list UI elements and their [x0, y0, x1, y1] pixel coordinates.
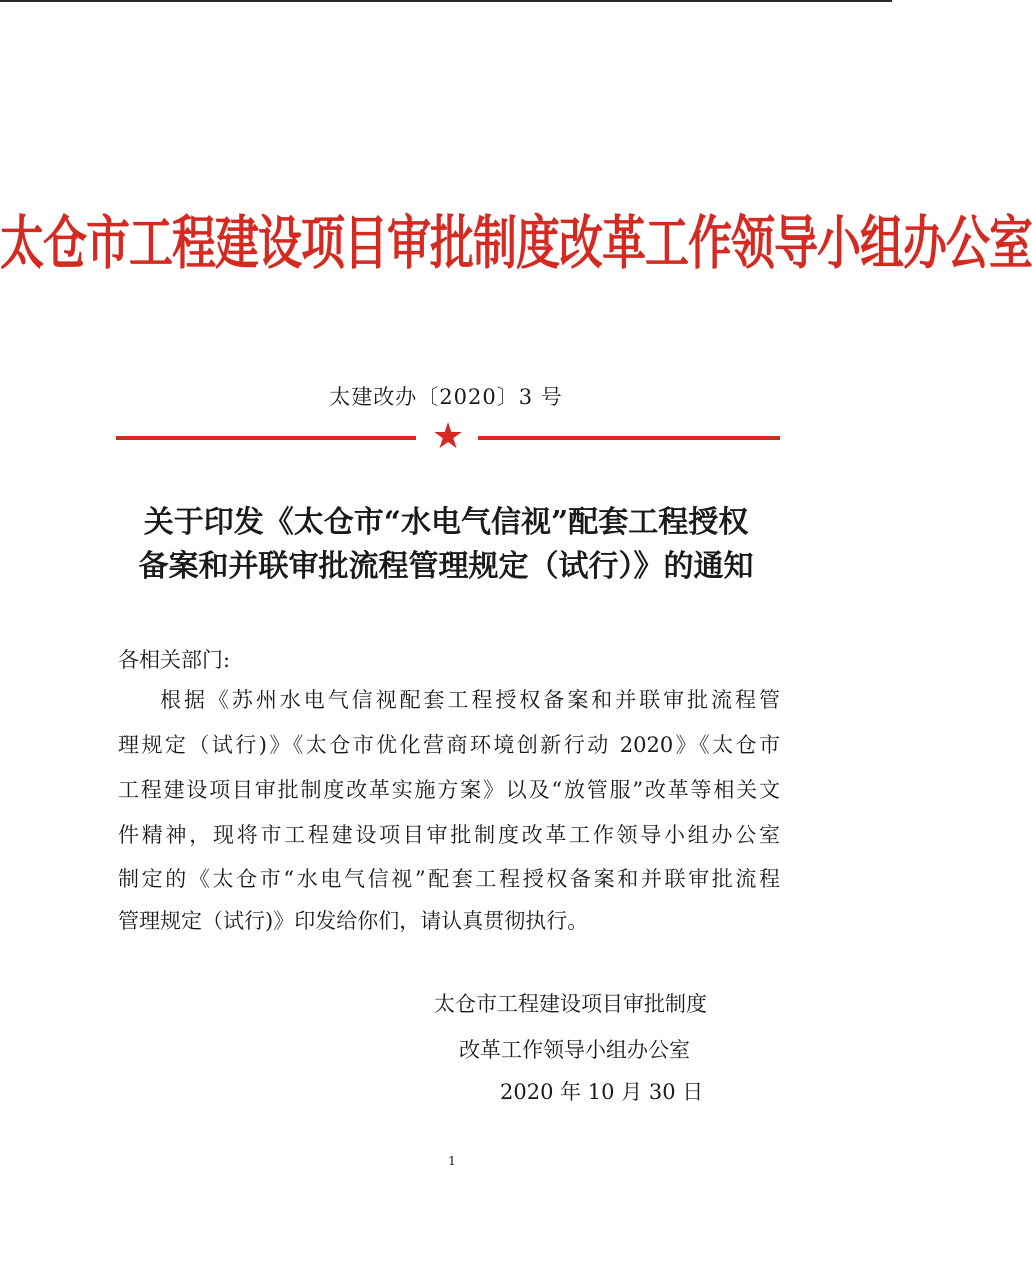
document-number: 太建改办〔2020〕3 号 [329, 385, 563, 409]
notice-title-line-1: 关于印发《太仓市“水电气信视”配套工程授权 [143, 505, 749, 540]
body-paragraph-line: 理规定（试行)》《太仓市优化营商环境创新行动 2020》《太仓市 [118, 733, 780, 757]
red-rule-right [478, 436, 780, 440]
red-star-icon: ★ [431, 416, 465, 457]
salutation: 各相关部门: [118, 648, 231, 672]
body-paragraph-line: 制定的《太仓市“水电气信视”配套工程授权备案和并联审批流程 [118, 867, 780, 891]
body-paragraph-line: 根据《苏州水电气信视配套工程授权备案和并联审批流程管 [160, 688, 780, 712]
red-rule-left [116, 436, 416, 440]
body-paragraph-line: 件精神，现将市工程建设项目审批制度改革工作领导小组办公室 [118, 823, 780, 847]
signature-organization-line-2: 改革工作领导小组办公室 [459, 1038, 690, 1062]
issuing-organization-header: 太仓市工程建设项目审批制度改革工作领导小组办公室 [0, 210, 1032, 278]
signature-organization-line-1: 太仓市工程建设项目审批制度 [434, 992, 707, 1016]
page-top-border [0, 0, 892, 2]
notice-title-line-2: 备案和并联审批流程管理规定（试行）》的通知 [138, 549, 754, 584]
body-paragraph-line: 工程建设项目审批制度改革实施方案》以及“放管服”改革等相关文 [118, 778, 780, 802]
page-number: 1 [448, 1154, 456, 1168]
signature-date: 2020 年 10 月 30 日 [500, 1080, 704, 1104]
body-paragraph-line: 管理规定（试行)》印发给你们，请认真贯彻执行。 [118, 909, 589, 933]
